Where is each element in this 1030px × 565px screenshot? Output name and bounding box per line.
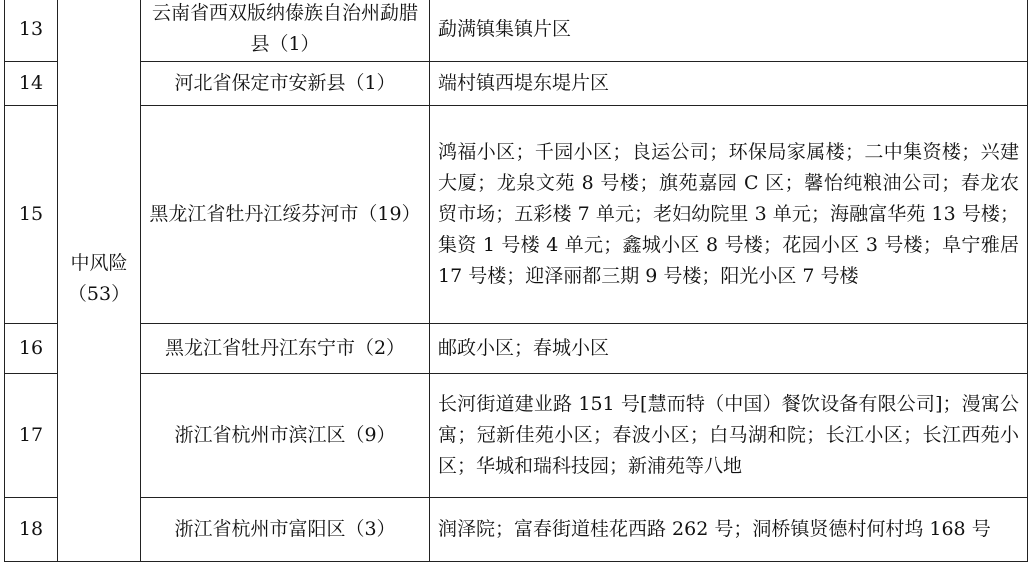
areas-cell: 润泽院；富春街道桂花西路 262 号；洞桥镇贤德村何村坞 168 号	[430, 498, 1028, 562]
region-cell: 黑龙江省牡丹江绥芬河市（19）	[141, 106, 430, 324]
table-row	[5, 324, 1028, 374]
row-number: 13	[5, 0, 58, 62]
table-row	[5, 498, 1028, 562]
risk-level-cell	[58, 0, 141, 562]
table-row	[5, 374, 1028, 498]
areas-cell: 鸿福小区；千园小区；良运公司；环保局家属楼；二中集资楼；兴建大厦；龙泉文苑 8 号楼；旗苑嘉园 C 区；馨怡纯粮油公司；春龙农贸市场；五彩楼 7 单元；老妇幼院里 3 单元；海融富华苑 13 号楼；集资 1 号楼 4 单元；鑫城小区 8 号楼；花园小区 3 号楼；阜宁雅居 17 号楼；迎泽丽都三期 9 号楼；阳光小区 7 号楼	[430, 106, 1028, 324]
region-cell: 云南省西双版纳傣族自治州勐腊县（1）	[141, 0, 430, 62]
region-cell: 浙江省杭州市富阳区（3）	[141, 498, 430, 562]
areas-cell: 长河街道建业路 151 号[慧而特（中国）餐饮设备有限公司]；漫寓公寓；冠新佳苑小区；春波小区；白马湖和院；长江小区；长江西苑小区；华城和瑞科技园；新浦苑等八地	[430, 374, 1028, 498]
row-number: 17	[5, 374, 58, 498]
risk-area-table	[4, 0, 1028, 562]
region-cell: 河北省保定市安新县（1）	[141, 62, 430, 106]
row-number: 14	[5, 62, 58, 106]
table-row	[5, 0, 1028, 62]
risk-level-count: （53）	[67, 283, 131, 305]
areas-cell: 邮政小区；春城小区	[430, 324, 1028, 374]
row-number: 18	[5, 498, 58, 562]
table-row	[5, 62, 1028, 106]
row-number: 16	[5, 324, 58, 374]
row-number: 15	[5, 106, 58, 324]
region-cell: 浙江省杭州市滨江区（9）	[141, 374, 430, 498]
region-cell: 黑龙江省牡丹江东宁市（2）	[141, 324, 430, 374]
table-row	[5, 106, 1028, 324]
areas-cell: 勐满镇集镇片区	[430, 0, 1028, 62]
risk-level-label: 中风险	[70, 252, 128, 274]
areas-cell: 端村镇西堤东堤片区	[430, 62, 1028, 106]
